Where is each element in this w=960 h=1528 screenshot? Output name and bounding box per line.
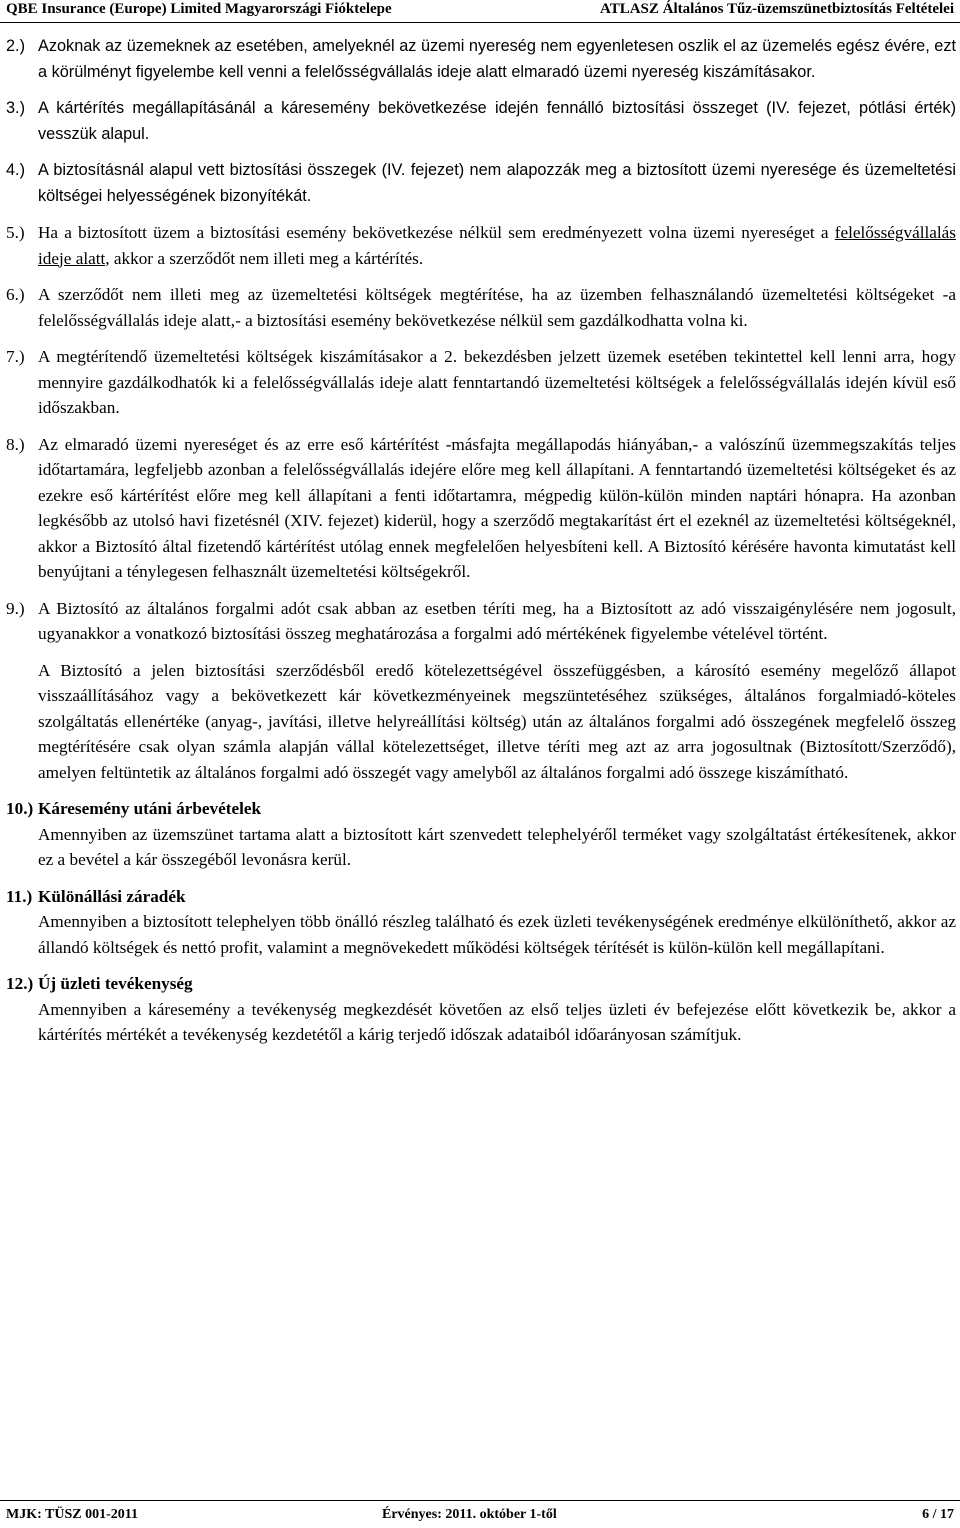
section-11: [6, 884, 956, 961]
header-rule: [0, 22, 960, 23]
page-header: [0, 0, 960, 22]
clause-2: [6, 34, 956, 85]
clause-text: A Biztosító az általános forgalmi adót csak abban az esetben téríti meg, ha a Biztosított az adó visszaigénylésére nem jogosult, ugyanakkor a vonatkozó biztosítási összeg meghatározása a forgalmi adó mértékének figyelembe vételével történt.: [38, 598, 956, 643]
clause-number: 7.): [6, 347, 25, 366]
clause-text: Azoknak az üzemeknek az esetében, amelyeknél az üzemi nyereség nem egyenletesen oszlik el az üzemelés egész évére, ezt a körülményt figyelembe kell venni a felelősségvállalás ideje alatt elmaradó üzemi nyereség kiszámításakor.: [38, 37, 956, 81]
page-footer: [0, 1500, 960, 1528]
section-10: [6, 796, 956, 873]
section-title: Káresemény utáni árbevételek: [38, 799, 262, 818]
clause-number: 2.): [6, 37, 26, 55]
clause-5: [6, 220, 956, 271]
section-text: Amennyiben a káresemény a tevékenység megkezdését követően az első teljes üzleti év befejezése előtt következik be, akkor a kártérítés mértékét a tevékenység kezdetétől a kárig terjedő időszak adataiból időarányosan számítjuk.: [38, 999, 956, 1044]
clause-text-end: akkor a szerződőt nem illeti meg a kártérítés.: [109, 248, 424, 268]
clause-number: 3.): [6, 99, 26, 117]
header-company: QBE Insurance (Europe) Limited Magyarországi Fióktelepe: [6, 1, 392, 17]
clause-7: [6, 344, 956, 421]
section-number: 11.): [6, 886, 33, 906]
clause-text: A szerződőt nem illeti meg az üzemeltetési költségek megtérítése, ha az üzemben felhasználandó üzemeltetési költségeket -a felelősségvállalás ideje alatt,- a biztosítási esemény bekövetkezése nélkül sem gazdálkodhatta volna ki.: [38, 285, 956, 330]
clause-number: 4.): [6, 161, 26, 179]
document-body: [6, 34, 956, 1059]
section-number: 12.): [6, 974, 34, 993]
footer-document-code: MJK: TÜSZ 001-2011: [6, 1507, 138, 1522]
clause-9-paragraph-2: A Biztosító a jelen biztosítási szerződésből eredő kötelezettségével összefüggésben, a károsító esemény megelőző állapot visszaállításához vagy a bekövetkezett kár következményeinek megszüntetéséhez szükséges, általános forgalmiadó-köteles szolgáltatás ellenértéke (anyag-, javítási, illetve helyreállítási költség) után az általános forgalmi adó összegének megfelelő összeg megtérítésére csak olyan számla alapján vállal kötelezettséget, illetve téríti meg azt az arra jogosultnak (Biztosított/Szerződő), amelyen feltüntetik az általános forgalmi adó összegét vagy amelyből az általános forgalmi adó összege kiszámítható.: [38, 660, 956, 782]
section-12: [6, 971, 956, 1048]
section-text: Amennyiben a biztosított telephelyen több önálló részleg található és ezek üzleti tevékenységének eredménye elkülöníthető, akkor az állandó költségek és nettó profit, valamint a megnövekedett működési költségek térítését is külön-külön kell megállapítani.: [38, 912, 956, 957]
clause-text: Ha a biztosított üzem a biztosítási esemény bekövetkezése nélkül sem eredményezett volna üzemi nyereséget a: [38, 223, 835, 242]
clause-number: 8.): [6, 434, 25, 454]
clause-text: A kártérítés megállapításánál a káresemény bekövetkezése idején fennálló biztosítási összeget (IV. fejezet, pótlási érték) vesszük alapul.: [38, 99, 956, 143]
clause-text: A biztosításnál alapul vett biztosítási összegek (IV. fejezet) nem alapozzák meg a biztosított üzemi nyeresége és üzemeltetési költségei helyességének bizonyítékát.: [38, 161, 956, 205]
clause-8: [6, 432, 956, 585]
clause-4: [6, 158, 956, 209]
section-text: Amennyiben az üzemszünet tartama alatt a biztosított kárt szenvedett telephelyéről terméket vagy szolgáltatást értékesítenek, akkor ez a bevétel a kár összegéből levonásra kerül.: [38, 824, 956, 869]
section-title: Új üzleti tevékenység: [38, 974, 193, 993]
section-title: Különállási záradék: [38, 886, 186, 906]
underlined-term: felelősségvállalás ideje alatt,: [38, 223, 956, 268]
clause-number: 6.): [6, 285, 25, 304]
section-number: 10.): [6, 799, 34, 818]
clause-text: A megtérítendő üzemeltetési költségek kiszámításakor a 2. bekezdésben jelzett üzemek esetében tekintettel kell lenni arra, hogy mennyire gazdálkodhatók ki a felelősségvállalás ideje alatt fenntartandó üzemeltetési költségek a felelősségvállalás idején kívül eső időszakban.: [38, 347, 956, 417]
footer-page-number: 6 / 17: [922, 1507, 954, 1522]
clause-text: Az elmaradó üzemi nyereséget és az erre eső kártérítést -másfajta megállapodás hiányában,- a valószínű üzemmegszakítás teljes időtartamára, legfeljebb azonban a felelősségvállalás idejére előre meg kell állapítani. A fenntartandó üzemeltetési költségeket és az ezekre eső kártérítést előre meg kell állapítani a fenti időtartamra, mégpedig külön-külön minden naptári hónapra. Ha azonban legkésőbb az utolsó havi fizetésnél (XIV. fejezet) kiderül, hogy a szerződő megtakarítást ért el ezeknél az üzemeltetési költségeknél, akkor a Biztosító által fizetendő kártérítést utólag ennek megfelelően helyesbíteni kell. A Biztosító kérésére havonta kimutatást kell benyújtani a ténylegesen felhasznált üzemeltetési költségekről.: [38, 434, 956, 581]
clause-3: [6, 96, 956, 147]
clause-6: [6, 282, 956, 333]
footer-validity: Érvényes: 2011. október 1-től: [382, 1507, 557, 1522]
clause-number: 5.): [6, 223, 25, 242]
clause-9: [6, 596, 956, 647]
clause-number: 9.): [6, 598, 25, 618]
header-document-title: ATLASZ Általános Tűz-üzemszünetbiztosítás Feltételei: [599, 1, 954, 17]
footer-rule: [0, 1500, 960, 1501]
